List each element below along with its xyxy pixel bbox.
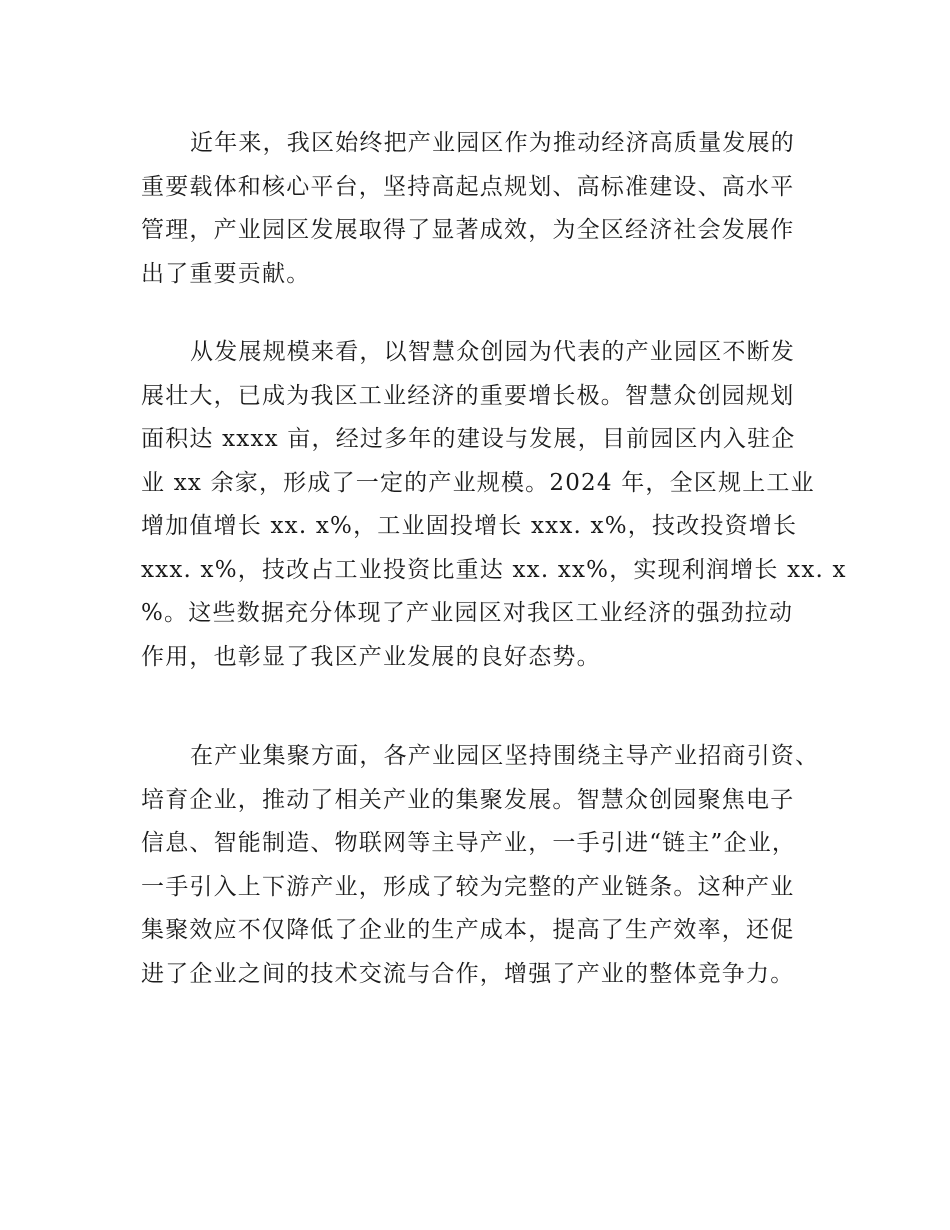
text-line: 从发展规模来看，以智慧众创园为代表的产业园区不断发 bbox=[190, 339, 795, 365]
text-line: 在产业集聚方面，各产业园区坚持围绕主导产业招商引资、 bbox=[190, 743, 820, 769]
text-line: 集聚效应不仅降低了企业的生产成本，提高了生产效率，还促 bbox=[141, 917, 795, 943]
paragraph-intro bbox=[141, 122, 821, 296]
text-line: 一手引入上下游产业，形成了较为完整的产业链条。这种产业 bbox=[141, 873, 795, 900]
text-line: 管理，产业园区发展取得了显著成效，为全区经济社会发展作 bbox=[141, 217, 795, 243]
text-line: 重要载体和核心平台，坚持高起点规划、高标准建设、高水平 bbox=[141, 173, 795, 200]
text-line: 出了重要贡献。 bbox=[141, 260, 311, 287]
text-line: %。这些数据充分体现了产业园区对我区工业经济的强劲拉动 bbox=[141, 600, 794, 626]
text-line: 面积达 xxxx 亩，经过多年的建设与发展，目前园区内入驻企 bbox=[141, 426, 796, 452]
paragraph-industry-clustering bbox=[141, 735, 821, 996]
text-line: 业 xx 余家，形成了一定的产业规模。2024 年，全区规上工业 bbox=[141, 469, 815, 496]
text-line: xxx. x%，技改占工业投资比重达 xx. xx%，实现利润增长 xx. x bbox=[141, 556, 847, 583]
text-line: 进了企业之间的技术交流与合作，增强了产业的整体竞争力。 bbox=[141, 960, 795, 987]
text-line: 增加值增长 xx. x%，工业固投增长 xxx. x%，技改投资增长 bbox=[141, 513, 798, 539]
text-line: 展壮大，已成为我区工业经济的重要增长极。智慧众创园规划 bbox=[141, 382, 795, 409]
paragraph-development-scale bbox=[141, 331, 847, 679]
text-line: 近年来，我区始终把产业园区作为推动经济高质量发展的 bbox=[190, 130, 795, 156]
text-line: 信息、智能制造、物联网等主导产业，一手引进“链主”企业， bbox=[141, 830, 797, 856]
text-line: 培育企业，推动了相关产业的集聚发展。智慧众创园聚焦电子 bbox=[141, 786, 795, 813]
text-line: 作用，也彰显了我区产业发展的良好态势。 bbox=[141, 643, 601, 670]
